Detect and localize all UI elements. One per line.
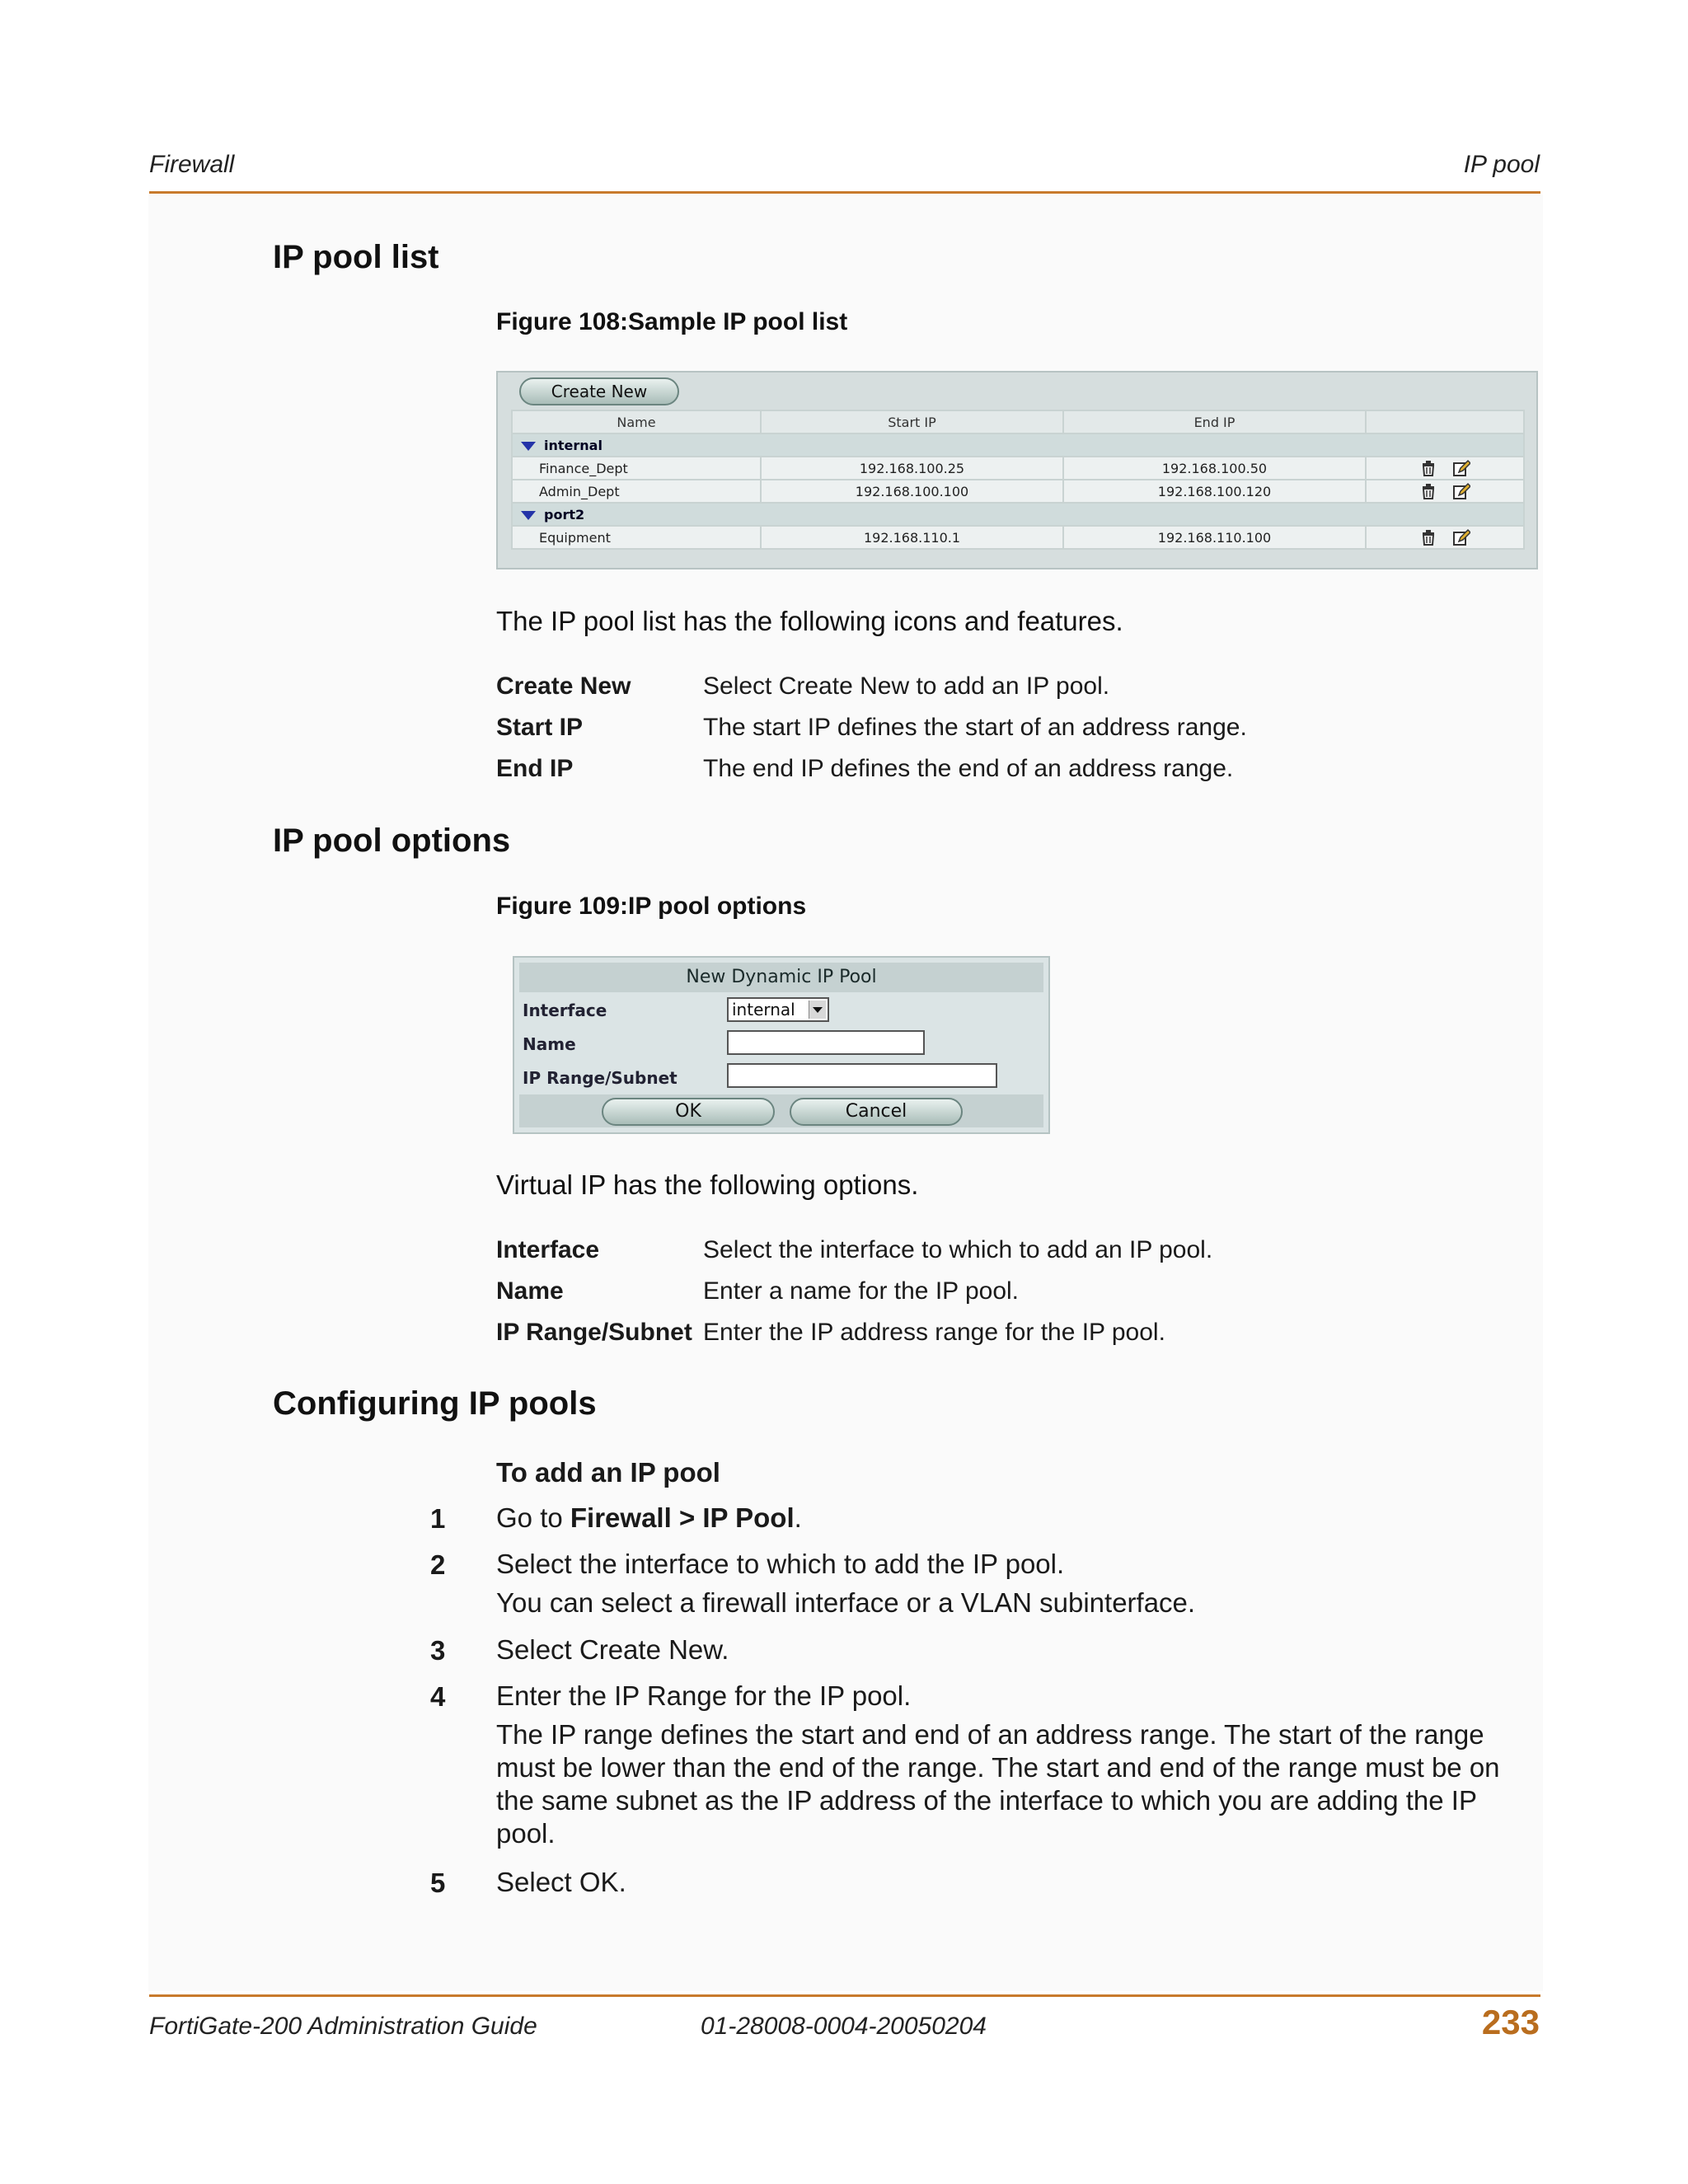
column-header-actions — [1366, 410, 1524, 434]
pool-start-ip: 192.168.110.1 — [761, 526, 1063, 549]
footer-guide-title: FortiGate-200 Administration Guide — [149, 2013, 537, 2040]
definition-desc: Enter the IP address range for the IP pool. — [703, 1319, 1165, 1346]
collapse-triangle-icon[interactable] — [521, 511, 536, 520]
definition-row — [496, 1230, 1212, 1271]
step-1-text — [496, 1502, 1518, 1535]
table-row — [512, 480, 1524, 503]
interface-label: Interface — [523, 1001, 607, 1020]
step-3-text: Select Create New. — [496, 1634, 729, 1665]
step-1-suffix: . — [794, 1502, 802, 1533]
ip-pool-table — [511, 410, 1525, 550]
list-definitions — [496, 666, 1247, 790]
figure-108-caption: Figure 108:Sample IP pool list — [496, 308, 848, 335]
name-label: Name — [523, 1034, 576, 1054]
definition-term: Interface — [496, 1236, 600, 1263]
definition-desc: The end IP defines the end of an address range. — [703, 755, 1234, 782]
group-row[interactable] — [512, 503, 1524, 526]
list-intro-text: The IP pool list has the following icons and features. — [496, 606, 1123, 636]
header-chapter: Firewall — [149, 151, 235, 178]
definition-term: IP Range/Subnet — [496, 1319, 692, 1346]
edit-icon[interactable] — [1452, 482, 1470, 500]
step-number: 5 — [430, 1868, 446, 1898]
definition-term: Name — [496, 1277, 564, 1305]
section-title-configuring-ip-pools: Configuring IP pools — [273, 1385, 597, 1422]
footer-rule — [149, 1994, 1540, 1997]
cancel-button[interactable]: Cancel — [790, 1098, 963, 1126]
pool-name: Admin_Dept — [512, 480, 761, 503]
pool-name: Finance_Dept — [512, 457, 761, 480]
step-2-note: You can select a firewall interface or a VLAN subinterface. — [496, 1587, 1196, 1618]
trash-icon[interactable] — [1419, 482, 1437, 500]
step-4-text: Enter the IP Range for the IP pool. — [496, 1680, 912, 1711]
step-number: 1 — [430, 1503, 446, 1534]
pool-end-ip: 192.168.100.50 — [1063, 457, 1366, 480]
column-header-start-ip[interactable]: Start IP — [761, 410, 1063, 434]
definition-term: Start IP — [496, 714, 584, 741]
options-intro-text: Virtual IP has the following options. — [496, 1169, 919, 1200]
pool-start-ip: 192.168.100.100 — [761, 480, 1063, 503]
trash-icon[interactable] — [1419, 528, 1437, 546]
step-number: 3 — [430, 1635, 446, 1666]
step-number: 4 — [430, 1681, 446, 1712]
ip-range-field[interactable] — [727, 1063, 997, 1088]
definition-row — [496, 1312, 1212, 1353]
definition-row — [496, 707, 1247, 748]
definition-row — [496, 666, 1247, 707]
definition-row — [496, 1271, 1212, 1312]
group-name: port2 — [544, 506, 585, 523]
dialog-title: New Dynamic IP Pool — [519, 963, 1043, 992]
edit-icon[interactable] — [1452, 459, 1470, 477]
name-field[interactable] — [727, 1030, 925, 1055]
menu-path: Firewall > IP Pool — [570, 1502, 795, 1533]
column-header-end-ip[interactable]: End IP — [1063, 410, 1366, 434]
definition-desc: Select Create New to add an IP pool. — [703, 673, 1110, 700]
collapse-triangle-icon[interactable] — [521, 442, 536, 451]
procedure-title: To add an IP pool — [496, 1457, 720, 1488]
chevron-down-icon[interactable] — [809, 1001, 826, 1019]
ok-button[interactable]: OK — [602, 1098, 775, 1126]
options-definitions — [496, 1230, 1212, 1353]
interface-selected-value: internal — [732, 1000, 795, 1019]
edit-icon[interactable] — [1452, 528, 1470, 546]
interface-select[interactable] — [727, 997, 829, 1022]
pool-name: Equipment — [512, 526, 761, 549]
step-4-note: The IP range defines the start and end of an address range. The start of the range must be lower than the end of the range. The start and end of the range must be on the same subnet as the IP address of the interface to which you are adding the IP pool. — [496, 1719, 1500, 1849]
dialog-footer — [519, 1094, 1043, 1127]
ip-range-label: IP Range/Subnet — [523, 1068, 678, 1088]
step-number: 2 — [430, 1549, 446, 1580]
column-header-name[interactable]: Name — [512, 410, 761, 434]
create-new-button[interactable]: Create New — [519, 377, 679, 405]
step-1-prefix: Go to — [496, 1502, 570, 1533]
new-ip-pool-dialog — [513, 956, 1050, 1134]
trash-icon[interactable] — [1419, 459, 1437, 477]
definition-row — [496, 748, 1247, 790]
footer-doc-number: 01-28008-0004-20050204 — [701, 2013, 987, 2040]
definition-term: End IP — [496, 755, 574, 782]
pool-start-ip: 192.168.100.25 — [761, 457, 1063, 480]
table-row — [512, 526, 1524, 549]
header-rule — [149, 191, 1540, 194]
definition-desc: Enter a name for the IP pool. — [703, 1277, 1020, 1305]
pool-end-ip: 192.168.110.100 — [1063, 526, 1366, 549]
step-2-text: Select the interface to which to add the IP pool. — [496, 1549, 1065, 1579]
table-row — [512, 457, 1524, 480]
definition-term: Create New — [496, 673, 631, 700]
definition-desc: The start IP defines the start of an address range. — [703, 714, 1247, 741]
group-name: internal — [544, 437, 603, 453]
pool-end-ip: 192.168.100.120 — [1063, 480, 1366, 503]
step-5-text: Select OK. — [496, 1867, 626, 1897]
definition-desc: Select the interface to which to add an IP pool. — [703, 1236, 1213, 1263]
group-row[interactable] — [512, 434, 1524, 457]
ip-pool-list-screenshot — [496, 371, 1538, 569]
section-title-ip-pool-options: IP pool options — [273, 823, 511, 859]
header-section: IP pool — [1463, 151, 1540, 178]
figure-109-caption: Figure 109:IP pool options — [496, 893, 807, 920]
page-number: 233 — [1481, 2003, 1540, 2041]
section-title-ip-pool-list: IP pool list — [273, 239, 439, 275]
